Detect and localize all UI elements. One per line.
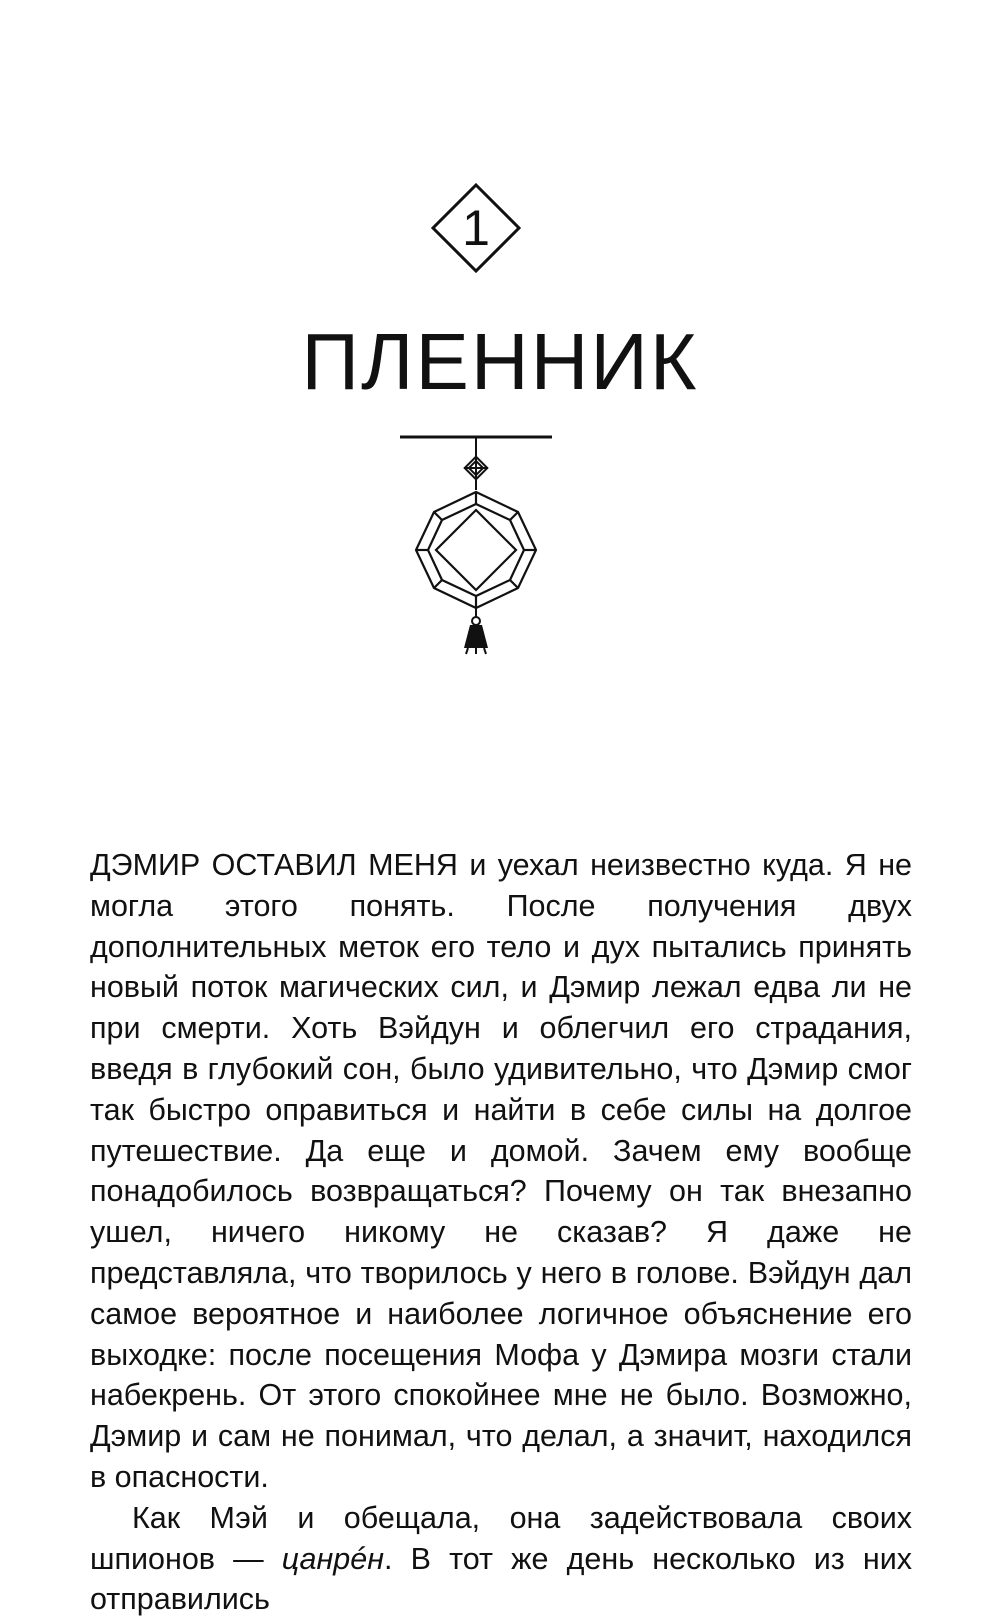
lantern-ornament-icon bbox=[398, 432, 558, 662]
paragraph-2 bbox=[90, 1498, 912, 1620]
paragraph-text: Как Мэй и обещала, она задействовала своих шпионов — bbox=[90, 1500, 912, 1576]
paragraph-text: и уехал неизвестно куда. Я не могла этого понять. После получения двух дополнительных меток его тело и дух пытались принять новый поток магических сил, и Дэмир лежал едва ли не при смерти. Хоть Вэйдун и облегчил его страдания, введя в глубокий сон, было удивительно, что Дэмир смог так быстро оправиться и найти в себе силы на долгое путешествие. Да еще и домой. Зачем ему вообще понадобилось возвращаться? Почему он так внезапно ушел, ничего никому не сказав? Я даже не представляла, что творилось у него в голове. Вэйдун дал самое вероятное и наиболее логичное объяснение его выходке: после посещения Мофа у Дэмира мозги стали набекрень. От этого спокойнее мне не было. Возможно, Дэмир и сам не понимал, что делал, а значит, находился в опасности. bbox=[90, 848, 912, 1494]
paragraph-lead-in: ДЭМИР ОСТАВИЛ МЕНЯ bbox=[90, 848, 458, 882]
chapter-number: 1 bbox=[462, 200, 490, 256]
italic-term: цанрéн bbox=[281, 1541, 385, 1576]
chapter-number-badge bbox=[430, 182, 522, 274]
paragraph-1 bbox=[90, 845, 912, 1498]
chapter-body bbox=[90, 845, 912, 1620]
paragraph-text: . В тот же день несколько из них отправились bbox=[90, 1541, 913, 1617]
chapter-title: ПЛЕННИК bbox=[301, 317, 699, 406]
